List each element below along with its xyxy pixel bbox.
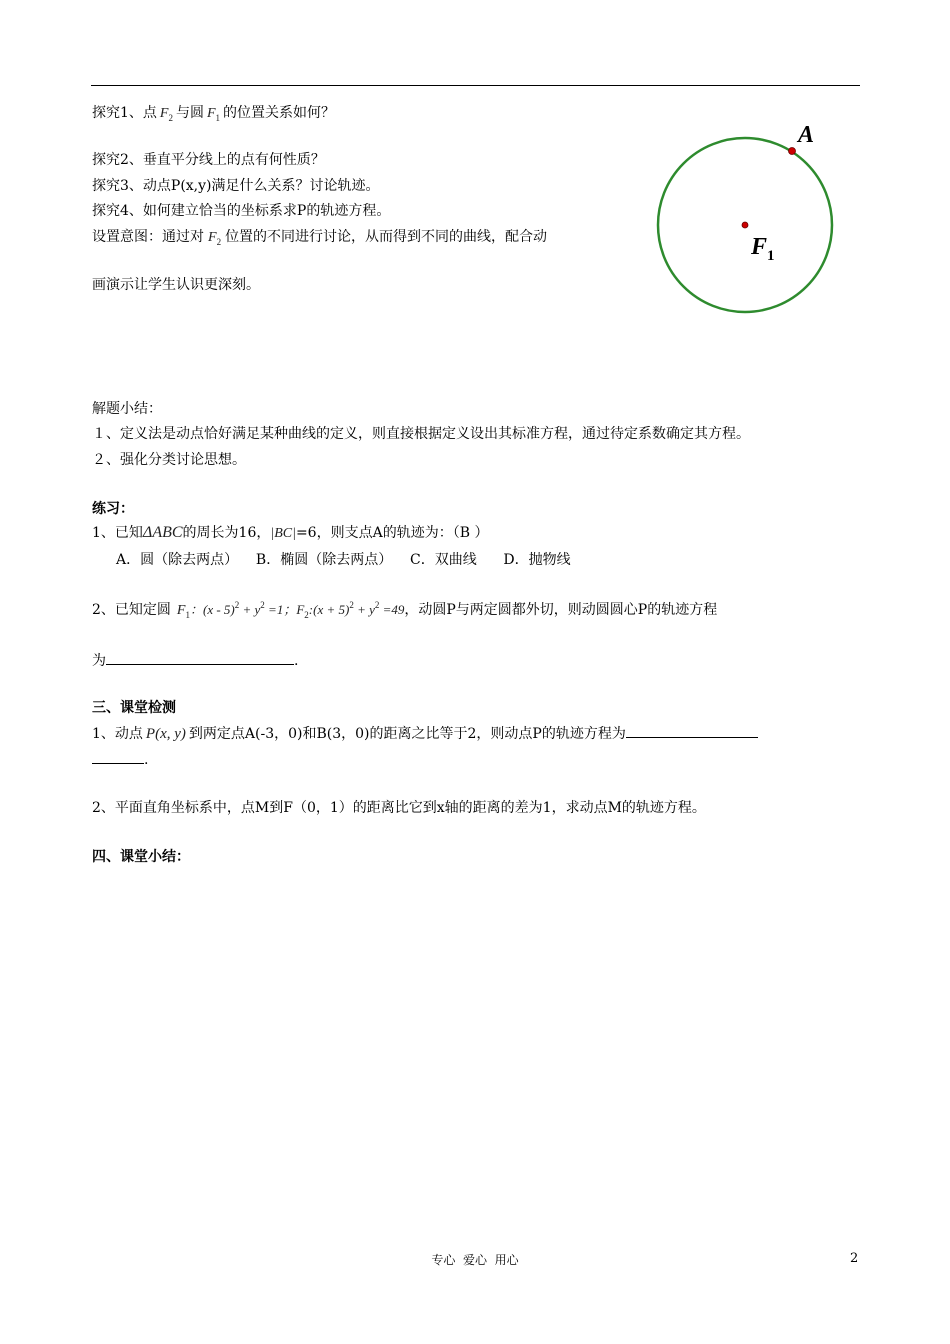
class-summary-title: 四、课堂小结： bbox=[92, 849, 190, 865]
check-q1: 1、动点 P(x, y) 到两定点A(-3，0)和B(3，0)的距离之比等于2，则动点P的轨迹方程为 bbox=[92, 723, 758, 743]
label-F1: $F_1$ bbox=[751, 234, 775, 264]
check-q1-line2: . bbox=[92, 749, 148, 769]
practice-q1: 1、已知ΔABC的周长为16，|BC|=6，则支点A的轨迹为：（B ） bbox=[92, 524, 489, 541]
circle-figure bbox=[650, 118, 850, 328]
footer-text: 专心 爱心 用心 bbox=[431, 1253, 519, 1267]
page-number: 2 bbox=[850, 1251, 859, 1266]
design-intent: 设置意图：通过对 $F_2$ 位置的不同进行讨论，从而得到不同的曲线，配合动 bbox=[92, 229, 548, 247]
check-q2: 2、平面直角坐标系中，点M到F（0，1）的距离比它到x轴的距离的差为1，求动点M的轨迹方程。 bbox=[92, 800, 706, 816]
header-rule bbox=[91, 85, 860, 86]
point-F1 bbox=[742, 222, 748, 228]
point-A bbox=[789, 148, 796, 155]
design-intent-line2: 画演示让学生认识更深刻。 bbox=[92, 277, 260, 293]
practice-q2: 2、已知定圆 $F_1$：$(x - 5)^2 + y^2 =1$；$F_2:(x + 5)^2 + y^2 =49$，动圆P与两定圆都外切，则动圆圆心P的轨迹方程 bbox=[92, 600, 718, 620]
math-F1: $F_1$ bbox=[206, 106, 221, 123]
practice-q1-options: A．圆（除去两点） B．椭圆（除去两点） C．双曲线 D．抛物线 bbox=[116, 552, 571, 568]
summary-item2: ２、强化分类讨论思想。 bbox=[92, 452, 246, 468]
explore-q1: 探究1、点 $F_2$ 与圆 $F_1$ 的位置关系如何？ bbox=[92, 105, 336, 123]
explore-q2: 探究2、垂直平分线上的点有何性质？ bbox=[92, 152, 325, 168]
label-A: A bbox=[798, 122, 815, 148]
practice-title: 练习： bbox=[92, 501, 134, 517]
summary-title: 解题小结： bbox=[92, 401, 162, 417]
answer-blank-1[interactable] bbox=[106, 650, 294, 665]
explore-q3: 探究3、动点P(x,y)满足什么关系？讨论轨迹。 bbox=[92, 178, 380, 194]
explore-q4: 探究4、如何建立恰当的坐标系求P的轨迹方程。 bbox=[92, 203, 391, 219]
math-F2-intent: $F_2$ bbox=[208, 230, 222, 247]
answer-blank-2[interactable] bbox=[626, 723, 758, 738]
math-F2: $F_2$ bbox=[159, 106, 173, 123]
answer-blank-2-cont[interactable] bbox=[92, 749, 144, 764]
summary-item1: １、定义法是动点恰好满足某种曲线的定义，则直接根据定义设出其标准方程，通过待定系数确定其方程。 bbox=[92, 426, 750, 442]
practice-q2-line2: 为 . bbox=[92, 650, 298, 670]
check-title: 三、课堂检测 bbox=[92, 700, 176, 716]
